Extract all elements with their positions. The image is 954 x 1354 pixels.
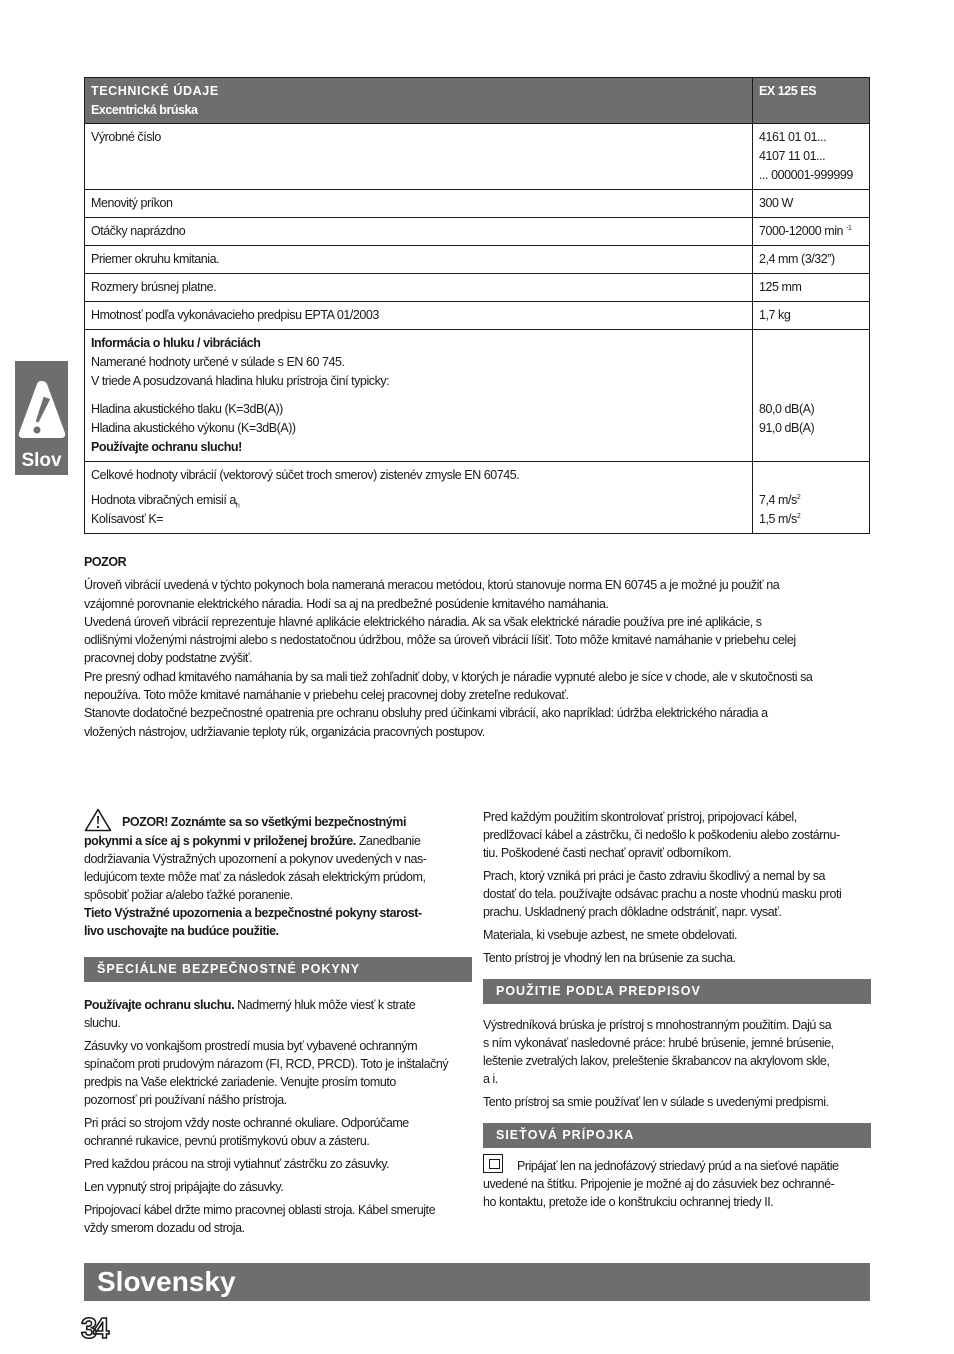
row-value-serial xyxy=(753,124,870,190)
row-label: Hmotnosť podľa vykonávacieho predpisu EPTA 01/2003 xyxy=(85,302,753,330)
serial-value-2: 4107 11 01... xyxy=(759,149,826,163)
row-value-speed xyxy=(753,218,870,246)
caution-line: nepoužíva. Toto môže kmitavé namáhanie v priebehu celej pracovnej doby zreteľne redukovať. xyxy=(84,688,569,703)
caution-line: vložených nástrojov, udržiavanie teploty rúk, organizácia pracovných postupov. xyxy=(84,724,485,739)
row-label: Rozmery brúsnej platne. xyxy=(85,274,753,302)
table-row-speed xyxy=(85,218,870,246)
warning-line-5: spôsobiť požiar a/alebo ťažké poranenie. xyxy=(84,888,293,902)
noise-line-1: Namerané hodnoty určené v súlade s EN 60 745. xyxy=(91,355,345,369)
caution-line: Úroveň vibrácií uvedená v týchto pokynoch bola nameraná meracou metódou, ktorú stanovuje norma EN 60745 a je možné ju použiť na xyxy=(84,578,780,593)
vibration-values-cell xyxy=(753,462,870,534)
paragraph: Pripájať len na jednofázový striedavý prúd a na sieťové napätie uvedené na štítku. Pripojenie je možné aj do zásuviek bez ochranné- ho kontaktu, pretože ide o konštrukciu ochrannej triedy II. xyxy=(483,1154,871,1211)
table-row-orbit xyxy=(85,246,870,274)
table-row-pad xyxy=(85,274,870,302)
row-value: 300 W xyxy=(753,190,870,218)
warning-line-3: dodržiavania Výstražných upozornení a pokynov uvedených v nas- xyxy=(84,852,427,866)
section-header-mains-connection: SIEŤOVÁ PRÍPOJKA xyxy=(483,1123,871,1148)
keep-instructions-line-1: Tieto Výstražné upozornenia a bezpečnostné pokyny starost- xyxy=(84,906,422,920)
unit-exponent: 2 xyxy=(796,493,801,501)
section-header-intended-use: POUŽITIE PODĽA PREDPISOV xyxy=(483,979,871,1004)
speed-value: 7000-12000 min xyxy=(759,224,844,238)
section-header-special-safety: ŠPECIÁLNE BEZPEČNOSTNÉ POKYNY xyxy=(84,957,472,982)
paragraph: Tento prístroj je vhodný len na brúsenie za sucha. xyxy=(483,951,736,965)
noise-pressure-value: 80,0 dB(A) xyxy=(759,402,815,416)
noise-info-cell xyxy=(85,330,753,462)
caution-line: odlišnými vloženými nástrojmi alebo s nedostatočnou údržbou, môže sa úroveň vibrácií líšiť. Toto môže kmitavé namáhanie v priebehu celej xyxy=(84,633,796,648)
row-label: Priemer okruhu kmitania. xyxy=(85,246,753,274)
caution-line: Uvedená úroveň vibrácií reprezentuje hlavné aplikácie elektrického náradia. Ak sa však elektrické náradie používa pre iné aplikácie, s xyxy=(84,614,762,629)
vibration-emission-label: Hodnota vibračných emisií $a_h$ xyxy=(91,493,240,510)
table-header-title: TECHNICKÉ ÚDAJE xyxy=(91,84,219,98)
serial-value-3: ... 000001-999999 xyxy=(759,168,853,182)
table-header-row xyxy=(85,78,870,124)
paragraph: Pred každou prácou na stroji vytiahnuť zástrčku zo zásuvky. xyxy=(84,1157,390,1171)
table-row-vibration xyxy=(85,462,870,534)
vibration-emission-value: 7,4 $m/s^2$ xyxy=(759,493,801,507)
paragraph: Pripojovací kábel držte mimo pracovnej oblasti stroja. Kábel smerujte vždy smerom dozadu od stroja. xyxy=(84,1203,436,1235)
caution-block xyxy=(84,553,874,741)
paragraph: Prach, ktorý vzniká pri práci je často zdraviu škodlivý a nemal by sa dostať do tela. používajte odsávac prachu a noste vhodnú masku proti prachu. Uskladnený prach dôkladne odstrániť, napr. vysať. xyxy=(483,869,842,919)
vibration-uncertainty-label: Kolísavosť K= xyxy=(91,512,164,526)
table-header-subtitle: Excentrická brúska xyxy=(91,103,198,117)
paragraph: Len vypnutý stroj pripájajte do zásuvky. xyxy=(84,1180,284,1194)
warning-line-4: ledujúcom texte môže mať za následok zásah elektrickým prúdom, xyxy=(84,870,426,884)
vibration-intro: Celkové hodnoty vibrácií (vektorový súčet troch smerov) zistenév zmysle EN 60745. xyxy=(91,468,520,482)
row-label: Výrobné číslo xyxy=(85,124,753,190)
spacer xyxy=(759,466,863,491)
page-number: 34 xyxy=(81,1313,106,1345)
noise-power-label: Hladina akustického výkonu (K=3dB(A)) xyxy=(91,421,296,435)
row-value: 1,7 kg xyxy=(753,302,870,330)
warning-triangle-icon xyxy=(84,808,112,832)
paragraph: Pri práci so strojom vždy noste ochranné okuliare. Odporúčame ochranné rukavice, pevnú protišmykovú obuv a zásteru. xyxy=(84,1116,409,1148)
table-header-model: EX 125 ES xyxy=(753,78,870,124)
hearing-protection-note: Používajte ochranu sluchu! xyxy=(91,440,242,454)
paragraph: Zásuvky vo vonkajšom prostredí musia byť vybavené ochranným spínačom proti prudovým nárazom (FI, RCD, PRCD). Toto je inštalačný predpis na Vaše elektrické zariadenie. Venujte prosím tomuto pozornosť pri používaní nášho prístroja. xyxy=(84,1039,449,1107)
right-column xyxy=(483,808,871,1216)
noise-power-value: 91,0 dB(A) xyxy=(759,421,815,435)
vibration-uncertainty-value: 1,5 $m/s^2$ xyxy=(759,512,801,526)
caution-line: Stanovte dodatočné bezpečnostné opatrenia pre ochranu obsluhy pred účinkami vibrácií, ako napríklad: údržba elektrického náradia a xyxy=(84,706,768,721)
row-value: 125 mm xyxy=(753,274,870,302)
row-label: Menovitý príkon xyxy=(85,190,753,218)
footer-language-label: Slovensky xyxy=(97,1266,236,1297)
caution-title: POZOR xyxy=(84,555,127,569)
technical-data-table xyxy=(84,77,870,534)
paragraph: Pred každým použitím skontrolovať prístroj, pripojovací kábel, predlžovací kábel a zástrčku, či nedošlo k poškodeniu alebo zostárnu- tiu. Poškodené časti nechať opraviť odborníkom. xyxy=(483,810,840,860)
paragraph: Používajte ochranu sluchu. Nadmerný hluk môže viesť k strate sluchu. xyxy=(84,998,416,1030)
noise-title: Informácia o hluku / vibráciách xyxy=(91,336,261,350)
warning-bold-1: POZOR! Zoznámte sa so všetkými bezpečnostnými xyxy=(122,815,406,829)
caution-line: pracovnej doby podstatne zvýšiť. xyxy=(84,651,253,666)
safety-warning xyxy=(84,808,472,940)
spacer xyxy=(91,391,746,400)
vibration-info-cell xyxy=(85,462,753,534)
unit-exponent: 2 xyxy=(796,512,801,520)
table-row-weight xyxy=(85,302,870,330)
footer-language-bar xyxy=(84,1263,870,1301)
language-side-tab xyxy=(15,361,68,475)
noise-values-cell xyxy=(753,330,870,462)
table-row-noise xyxy=(85,330,870,462)
caution-line: Pre presný odhad kmitavého namáhania by sa mali tiež zohľadniť doby, v ktorých je náradie vypnuté alebo je síce v chode, ale v skutočnosti sa xyxy=(84,669,813,684)
warning-line-1 xyxy=(84,808,472,832)
warning-exclamation-icon xyxy=(15,367,68,447)
keep-instructions-line-2: livo uschovajte na budúce použitie. xyxy=(84,924,279,938)
emission-subscript: h xyxy=(235,502,240,510)
row-value: 2,4 mm (3/32”) xyxy=(753,246,870,274)
left-column xyxy=(84,808,472,1242)
spacer xyxy=(759,334,863,400)
serial-value-1: 4161 01 01... xyxy=(759,130,827,144)
speed-unit-exponent: -1 xyxy=(846,224,852,232)
paragraph: Materiala, ki vsebuje azbest, ne smete obdelovati. xyxy=(483,928,738,942)
paragraph: Tento prístroj sa smie používať len v súlade s uvedenými predpismi. xyxy=(483,1095,829,1109)
noise-line-2: V triede A posudzovaná hladina hluku prístroja činí typicky: xyxy=(91,374,390,388)
paragraph: Výstredníková brúska je prístroj s mnohostranným použitím. Dajú sa s ním vykonávať nasledovné práce: hrubé brúsenie, jemné brúsenie, leštenie zvetralých lakov, preleštenie škrabancov na akrylovom skle, a i. xyxy=(483,1018,834,1086)
table-header-title-cell xyxy=(85,78,753,124)
caution-line: vzájomné porovnanie elektrického náradia. Hodí sa aj na predbežné posúdenie kmitavého namáhania. xyxy=(84,596,609,611)
table-row-power xyxy=(85,190,870,218)
warning-line-2: pokynmi a síce aj s pokynmi v priloženej brožúre. Zanedbanie xyxy=(84,834,421,848)
table-row-serial xyxy=(85,124,870,190)
row-label: Otáčky naprázdno xyxy=(85,218,753,246)
protection-class-ii-icon xyxy=(483,1154,503,1173)
noise-pressure-label: Hladina akustického tlaku (K=3dB(A)) xyxy=(91,402,283,416)
side-tab-label: Slov xyxy=(21,450,62,471)
